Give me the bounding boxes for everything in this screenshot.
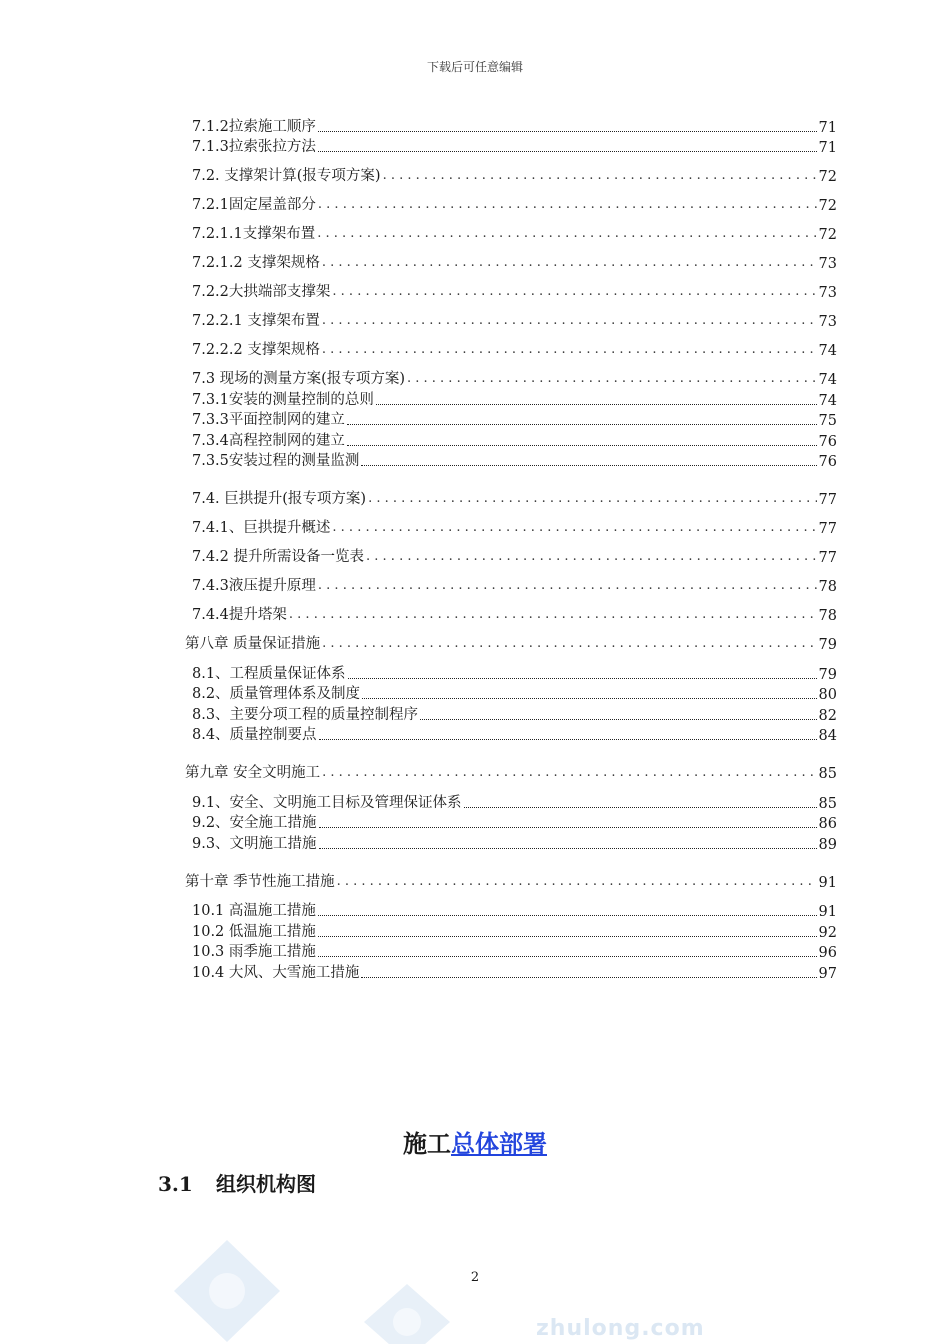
toc-entry-label: 9.3、文明施工措施 — [192, 835, 317, 852]
toc-dot-leader — [318, 915, 817, 916]
toc-dot-leader — [420, 719, 816, 720]
toc-entry[interactable] — [185, 566, 837, 595]
toc-entry-page: 78 — [818, 608, 837, 624]
toc-entry[interactable] — [185, 662, 837, 683]
toc-dot-leader — [366, 550, 817, 566]
toc-dot-leader — [332, 285, 816, 301]
toc-entry-page: 74 — [818, 392, 837, 409]
toc-entry-label: 7.4. 巨拱提升(报专项方案) — [192, 491, 367, 507]
watermark-text: zhulong.com — [536, 1316, 705, 1341]
toc-entry-page: 72 — [818, 227, 837, 243]
toc-entry-page: 92 — [818, 924, 837, 941]
watermark-logo-icon-small — [362, 1282, 452, 1344]
toc-entry[interactable] — [185, 920, 837, 941]
toc-entry[interactable] — [185, 359, 837, 388]
toc-entry-label: 10.4 大风、大雪施工措施 — [192, 964, 360, 981]
toc-entry-page: 79 — [818, 666, 837, 683]
toc-entry-label: 10.1 高温施工措施 — [192, 903, 316, 919]
toc-entry[interactable] — [185, 753, 837, 782]
toc-dot-leader — [361, 465, 816, 466]
toc-entry-page: 82 — [818, 707, 837, 724]
toc-entry-page: 72 — [818, 198, 837, 214]
toc-entry-page: 91 — [818, 874, 837, 891]
toc-entry-page: 84 — [818, 728, 837, 744]
toc-entry-page: 96 — [818, 945, 837, 961]
toc-entry-page: 89 — [818, 836, 837, 853]
toc-entry-page: 77 — [818, 550, 837, 566]
toc-entry[interactable] — [185, 941, 837, 962]
toc-entry-label: 7.1.2拉索施工顺序 — [192, 118, 316, 135]
toc-entry-page: 77 — [818, 521, 837, 537]
toc-entry[interactable] — [185, 832, 837, 853]
toc-dot-leader — [319, 848, 817, 849]
toc-dot-leader — [318, 151, 817, 152]
toc-entry-label: 7.3.5安装过程的测量监测 — [192, 453, 360, 469]
toc-dot-leader — [368, 492, 816, 508]
toc-dot-leader — [362, 698, 816, 699]
toc-entry-label: 7.1.3拉索张拉方法 — [192, 139, 316, 155]
toc-dot-leader — [332, 521, 816, 537]
toc-entry[interactable] — [185, 961, 837, 982]
toc-entry-label: 7.4.3液压提升原理 — [192, 578, 316, 594]
toc-entry-page: 86 — [818, 816, 837, 832]
toc-entry-page: 71 — [818, 119, 837, 136]
toc-dot-leader — [322, 314, 817, 330]
toc-entry-page: 74 — [818, 372, 837, 388]
toc-entry-label: 7.2.2大拱端部支撑架 — [192, 284, 331, 300]
toc-entry-page: 79 — [818, 637, 837, 653]
toc-entry[interactable] — [185, 156, 837, 185]
toc-entry[interactable] — [185, 862, 837, 891]
toc-dot-leader — [322, 343, 817, 359]
toc-dot-leader — [317, 227, 816, 243]
toc-entry-label: 第八章 质量保证措施 — [185, 636, 321, 652]
toc-dot-leader — [318, 198, 817, 214]
toc-entry-label: 7.4.4提升塔架 — [192, 607, 287, 623]
toc-dot-leader — [337, 875, 817, 891]
document-heading — [0, 1124, 950, 1159]
toc-entry-label: 7.3.1安装的测量控制的总则 — [192, 391, 374, 408]
toc-dot-leader — [318, 131, 817, 132]
toc-entry[interactable] — [185, 508, 837, 537]
toc-entry-label: 10.3 雨季施工措施 — [192, 944, 316, 960]
toc-entry-page: 77 — [818, 492, 837, 508]
section-title: 组织机构图 — [216, 1172, 316, 1196]
toc-entry-label: 7.2.1.2 支撑架规格 — [192, 255, 320, 271]
toc-entry-page: 97 — [818, 965, 837, 982]
toc-entry[interactable] — [185, 115, 837, 136]
toc-entry-page: 71 — [818, 140, 837, 156]
toc-entry[interactable] — [185, 683, 837, 704]
toc-dot-leader — [318, 936, 817, 937]
toc-entry[interactable] — [185, 900, 837, 921]
section-heading — [158, 1168, 316, 1197]
toc-entry-label: 7.2.1固定屋盖部分 — [192, 197, 316, 213]
toc-entry-page: 75 — [818, 413, 837, 429]
toc-entry-label: 10.2 低温施工措施 — [192, 923, 316, 940]
toc-entry-page: 76 — [818, 454, 837, 470]
toc-entry-label: 8.3、主要分项工程的质量控制程序 — [192, 706, 419, 723]
toc-dot-leader — [322, 256, 817, 272]
toc-entry-label: 第九章 安全文明施工 — [185, 765, 321, 781]
watermark-logo-icon — [172, 1238, 282, 1344]
toc-entry-label: 7.3.4高程控制网的建立 — [192, 432, 345, 449]
table-of-contents — [185, 115, 837, 982]
toc-entry[interactable] — [185, 272, 837, 301]
toc-dot-leader — [347, 424, 817, 425]
toc-entry-label: 9.2、安全施工措施 — [192, 815, 317, 831]
toc-entry[interactable] — [185, 185, 837, 214]
toc-entry-label: 7.2.1.1支撑架布置 — [192, 226, 316, 242]
toc-entry[interactable] — [185, 595, 837, 624]
toc-entry[interactable] — [185, 214, 837, 243]
toc-entry-label: 7.4.2 提升所需设备一览表 — [192, 549, 365, 565]
toc-dot-leader — [347, 445, 817, 446]
toc-entry-page: 80 — [818, 687, 837, 703]
toc-dot-leader — [361, 977, 816, 978]
toc-entry-page: 73 — [818, 314, 837, 330]
toc-entry[interactable] — [185, 479, 837, 508]
toc-dot-leader — [319, 739, 817, 740]
toc-entry[interactable] — [185, 301, 837, 330]
toc-dot-leader — [383, 169, 817, 185]
toc-dot-leader — [318, 956, 817, 957]
toc-entry-page: 74 — [818, 343, 837, 359]
toc-entry[interactable] — [185, 388, 837, 409]
toc-dot-leader — [318, 579, 817, 595]
toc-dot-leader — [407, 372, 817, 388]
toc-entry[interactable] — [185, 812, 837, 833]
toc-entry-label: 8.1、工程质量保证体系 — [192, 665, 346, 682]
toc-entry[interactable] — [185, 429, 837, 450]
toc-entry[interactable] — [185, 703, 837, 724]
toc-entry-label: 7.2.2.1 支撑架布置 — [192, 313, 320, 329]
toc-entry-label: 7.3 现场的测量方案(报专项方案) — [192, 371, 405, 387]
toc-entry[interactable] — [185, 724, 837, 745]
toc-entry-page: 72 — [818, 169, 837, 185]
page-number: 2 — [470, 1270, 480, 1285]
toc-entry[interactable] — [185, 791, 837, 812]
toc-entry[interactable] — [185, 243, 837, 272]
heading-link[interactable]: 总体部署 — [451, 1129, 547, 1158]
toc-dot-leader — [348, 678, 817, 679]
toc-entry-label: 7.3.3平面控制网的建立 — [192, 412, 345, 428]
toc-dot-leader — [464, 807, 817, 808]
toc-dot-leader — [319, 827, 817, 828]
toc-dot-leader — [322, 766, 816, 782]
toc-entry-label: 7.4.1、巨拱提升概述 — [192, 520, 331, 536]
toc-dot-leader — [322, 637, 816, 653]
toc-entry[interactable] — [185, 624, 837, 653]
toc-entry-page: 85 — [818, 795, 837, 812]
toc-entry-label: 9.1、安全、文明施工目标及管理保证体系 — [192, 794, 462, 811]
toc-entry-page: 76 — [818, 433, 837, 450]
toc-entry-label: 7.2.2.2 支撑架规格 — [192, 342, 320, 358]
section-number: 3.1 — [158, 1172, 193, 1196]
heading-text: 施工 — [403, 1129, 451, 1158]
toc-entry-page: 85 — [818, 766, 837, 782]
toc-entry-page: 73 — [818, 285, 837, 301]
toc-entry[interactable] — [185, 409, 837, 430]
toc-dot-leader — [376, 404, 817, 405]
toc-entry[interactable] — [185, 330, 837, 359]
toc-entry[interactable] — [185, 450, 837, 471]
toc-entry-label: 8.4、质量控制要点 — [192, 727, 317, 743]
toc-entry[interactable] — [185, 136, 837, 157]
toc-entry-page: 91 — [818, 904, 837, 920]
toc-entry-page: 78 — [818, 579, 837, 595]
page-header: 下载后可任意编辑 — [426, 60, 523, 74]
toc-entry-label: 7.2. 支撑架计算(报专项方案) — [192, 168, 381, 184]
toc-entry-label: 8.2、质量管理体系及制度 — [192, 686, 361, 702]
toc-entry[interactable] — [185, 537, 837, 566]
toc-entry-label: 第十章 季节性施工措施 — [185, 873, 335, 890]
toc-dot-leader — [289, 608, 817, 624]
toc-entry-page: 73 — [818, 256, 837, 272]
